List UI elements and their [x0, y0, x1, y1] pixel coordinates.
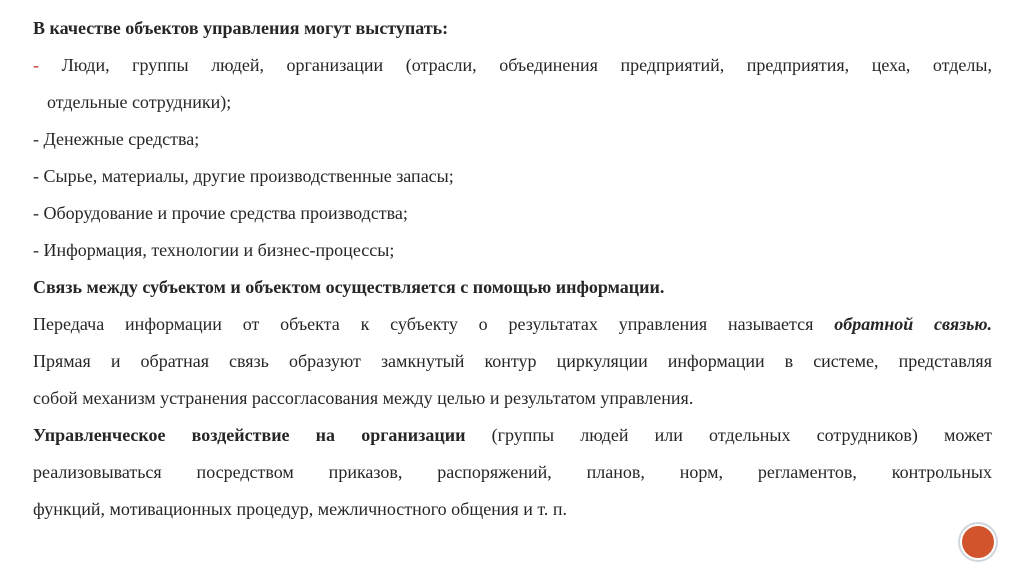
circle-navigation-icon[interactable] — [958, 522, 998, 562]
list-item-money: - Денежные средства; — [33, 129, 200, 149]
feedback-term: обратной связью. — [834, 314, 993, 334]
circuit-paragraph-line1: Прямая и обратная связь образуют замкнутый контур циркуляции информации в системе, представляя — [33, 351, 992, 371]
feedback-paragraph — [33, 306, 992, 343]
influence-paragraph-line1 — [33, 417, 992, 454]
list-item-people-continuation: отдельные сотрудники); — [47, 92, 232, 112]
objects-heading: В качестве объектов управления могут выступать: — [33, 18, 449, 38]
link-statement: Связь между субъектом и объектом осуществляется с помощью информации. — [33, 277, 665, 297]
slide-content — [33, 10, 992, 528]
list-item-people — [33, 47, 992, 84]
feedback-text: Передача информации от объекта к субъекту о результатах управления называется — [33, 314, 814, 334]
list-item-information: - Информация, технологии и бизнес-процессы; — [33, 240, 395, 260]
list-marker: - — [33, 55, 39, 75]
influence-paragraph-line2: реализовываться посредством приказов, распоряжений, планов, норм, регламентов, контрольных — [33, 462, 992, 482]
nav-button-ring — [960, 524, 996, 560]
influence-line1-rest: (группы людей или отдельных сотрудников) может — [491, 425, 992, 445]
list-item-equipment: - Оборудование и прочие средства производства; — [33, 203, 408, 223]
list-item-materials: - Сырье, материалы, другие производственные запасы; — [33, 166, 454, 186]
list-item-people-text: Люди, группы людей, организации (отрасли, объединения предприятий, предприятия, цеха, отделы, — [61, 55, 992, 75]
influence-paragraph-line3: функций, мотивационных процедур, межличностного общения и т. п. — [33, 499, 568, 519]
circuit-paragraph-line2: собой механизм устранения рассогласования между целью и результатом управления. — [33, 388, 694, 408]
influence-bold-term: Управленческое воздействие на организации — [33, 425, 466, 445]
